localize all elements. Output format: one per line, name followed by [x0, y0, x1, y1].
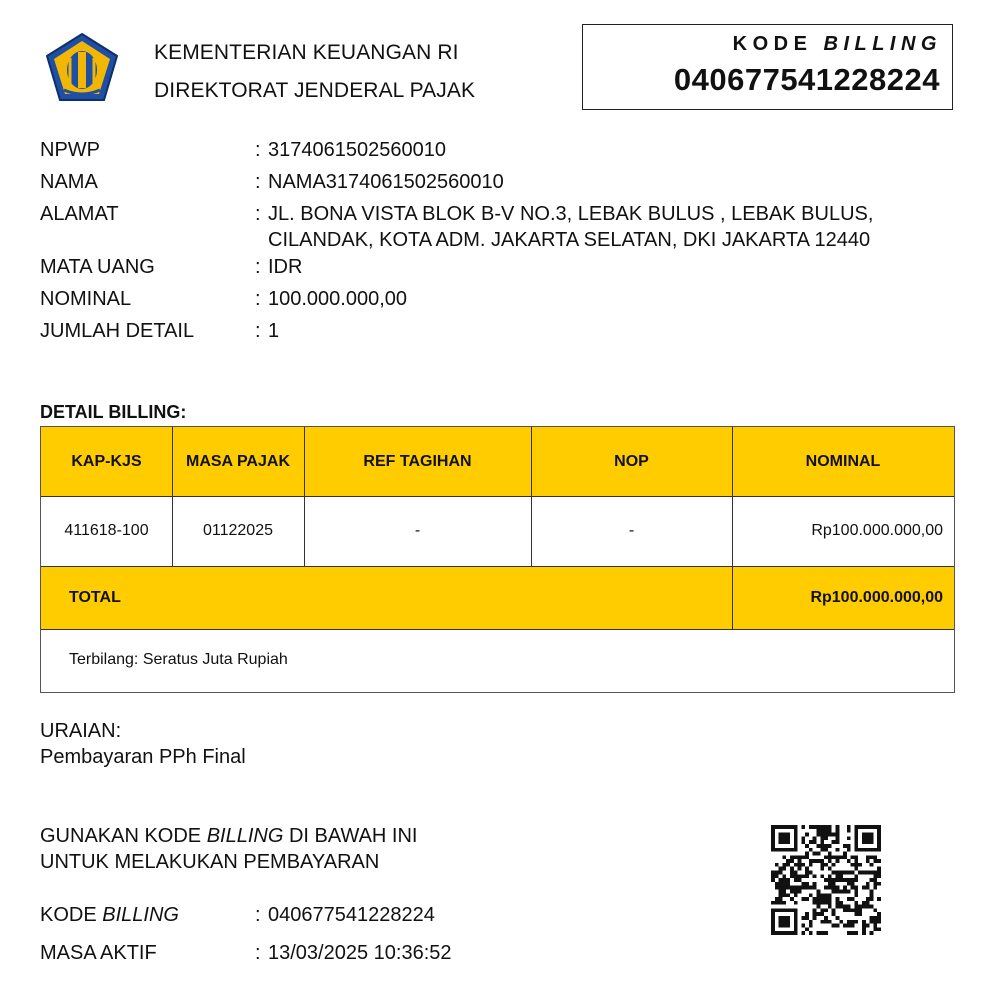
billing-code-box-label [733, 33, 942, 56]
masa-aktif-value: 13/03/2025 10:36:52 [268, 942, 452, 964]
uraian-label: URAIAN: [40, 720, 122, 742]
terbilang-text: Terbilang: Seratus Juta Rupiah [69, 650, 288, 668]
mata-uang-value-wrap: : IDR [255, 256, 303, 278]
total-value: Rp100.000.000,00 [810, 588, 943, 606]
alamat-line1: JL. BONA VISTA BLOK B-V NO.3, LEBAK BULUS , LEBAK BULUS, [268, 203, 874, 225]
total-label: TOTAL [69, 588, 121, 606]
col-header-masa-pajak: MASA PAJAK [172, 427, 304, 496]
col-header-nominal: NOMINAL [732, 427, 954, 496]
terbilang-row [41, 629, 954, 692]
instruction-prefix: GUNAKAN KODE [40, 825, 207, 847]
grid-line [732, 427, 733, 629]
jumlah-detail-value: 1 [268, 320, 280, 342]
kode-billing-label [40, 904, 179, 927]
mata-uang-label: MATA UANG [40, 256, 155, 278]
cell-nominal: Rp100.000.000,00 [732, 496, 954, 566]
total-row [41, 566, 954, 629]
kode-billing-value: 040677541228224 [268, 904, 435, 926]
col-header-kap-kjs: KAP-KJS [41, 427, 172, 496]
uraian-value: Pembayaran PPh Final [40, 746, 246, 768]
alamat-label: ALAMAT [40, 203, 119, 225]
org-name-line2: DIREKTORAT JENDERAL PAJAK [154, 79, 476, 102]
nominal-label: NOMINAL [40, 288, 132, 310]
jumlah-detail-value-wrap: : 1 [255, 320, 280, 342]
instruction-line1 [40, 825, 418, 848]
billing-label-italic: BILLING [823, 33, 942, 55]
col-header-nop: NOP [531, 427, 732, 496]
kode-billing-value-wrap: : 040677541228224 [255, 904, 435, 926]
grid-line [41, 566, 954, 567]
kode-label-italic: BILLING [102, 904, 179, 926]
nominal-value-wrap: : 100.000.000,00 [255, 288, 408, 310]
mata-uang-value: IDR [268, 256, 303, 278]
billing-label-prefix: KODE [732, 33, 813, 55]
qr-code-icon [771, 825, 881, 935]
cell-ref-tagihan: - [304, 496, 531, 566]
billing-code-box [582, 24, 953, 110]
nominal-value: 100.000.000,00 [268, 288, 408, 310]
billing-code-value: 040677541228224 [673, 62, 940, 97]
alamat-value-wrap: : JL. BONA VISTA BLOK B-V NO.3, LEBAK BULUS , LEBAK BULUS, [255, 203, 874, 225]
nama-label: NAMA [40, 171, 98, 193]
masa-aktif-value-wrap: : 13/03/2025 10:36:52 [255, 942, 452, 964]
grid-line [41, 496, 954, 497]
nama-value: NAMA3174061502560010 [268, 171, 504, 193]
org-name-line1: KEMENTERIAN KEUANGAN RI [154, 41, 459, 64]
alamat-line2: CILANDAK, KOTA ADM. JAKARTA SELATAN, DKI JAKARTA 12440 [268, 229, 871, 251]
cell-kap-kjs: 411618-100 [41, 496, 172, 566]
ministry-emblem-icon [44, 32, 120, 104]
grid-line [41, 629, 954, 630]
detail-billing-table [40, 426, 955, 693]
npwp-value-wrap: : 3174061502560010 [255, 139, 446, 161]
npwp-label: NPWP [40, 139, 100, 161]
col-header-ref-tagihan: REF TAGIHAN [304, 427, 531, 496]
jumlah-detail-label: JUMLAH DETAIL [40, 320, 195, 342]
nama-value-wrap: : NAMA3174061502560010 [255, 171, 504, 193]
masa-aktif-label: MASA AKTIF [40, 942, 157, 964]
instruction-suffix: DI BAWAH INI [283, 825, 418, 847]
instruction-line2: UNTUK MELAKUKAN PEMBAYARAN [40, 851, 380, 873]
cell-nop: - [531, 496, 732, 566]
detail-billing-heading: DETAIL BILLING: [40, 402, 187, 422]
npwp-value: 3174061502560010 [268, 139, 446, 161]
instruction-italic: BILLING [206, 825, 284, 847]
kode-label-prefix: KODE [40, 904, 103, 926]
cell-masa-pajak: 01122025 [172, 496, 304, 566]
